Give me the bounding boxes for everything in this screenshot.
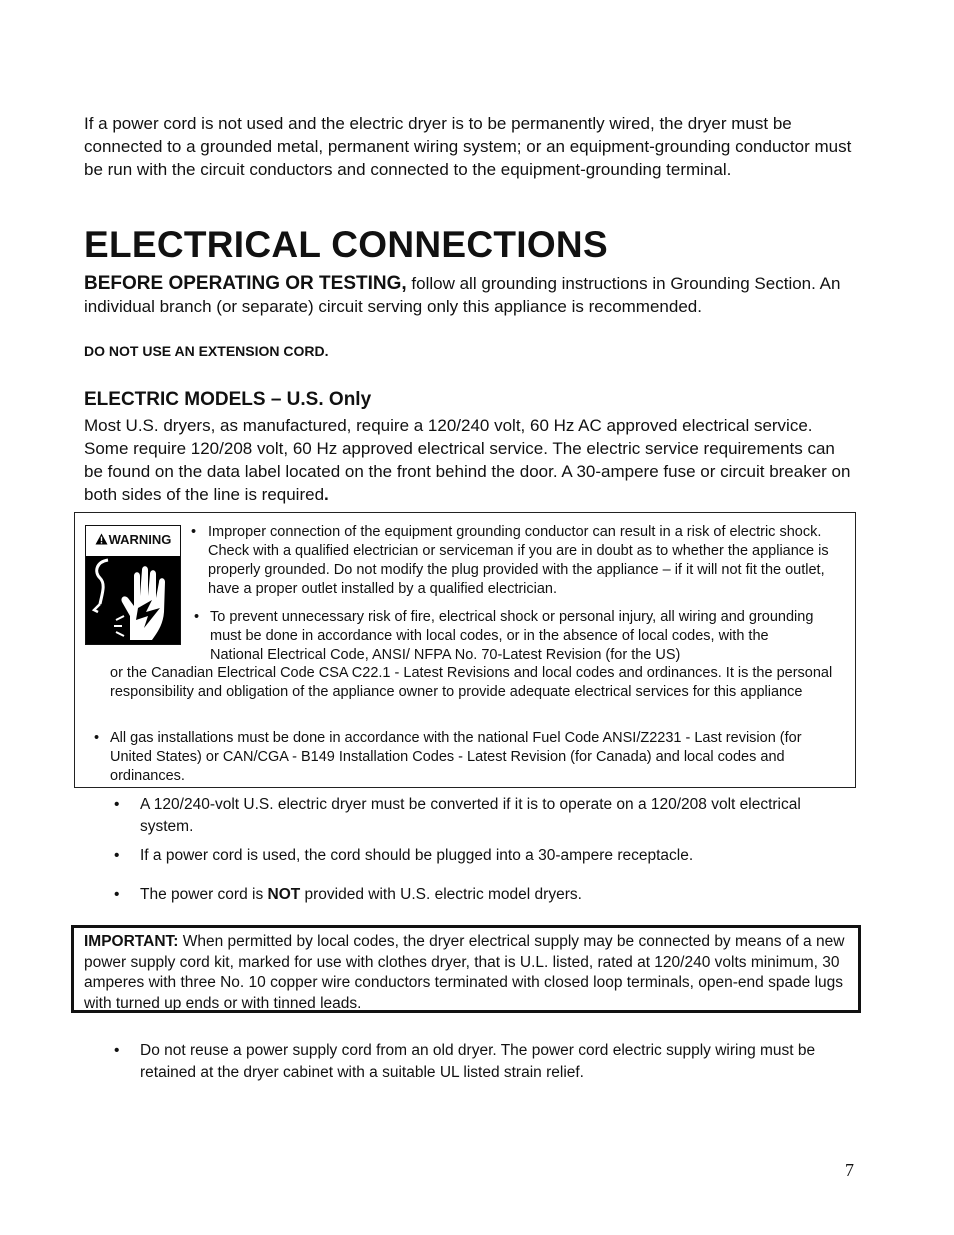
important-body: When permitted by local codes, the dryer electrical supply may be connected by means of a new power supply cord kit, marked for use with clothes dryer, that is U.L. listed, rated at 120/240 volts minimum, 30 amperes with three No. 10 copper wire conductors terminated with closed loop terminals, open-end spade lugs with turned up ends or with tinned leads.	[84, 933, 845, 1012]
bullet-converted-text: A 120/240-volt U.S. electric dryer must be converted if it is to operate on a 120/208 volt electrical system.	[140, 796, 801, 835]
warning-box	[74, 512, 856, 788]
before-operating-paragraph	[84, 272, 854, 318]
page-number: 7	[845, 1160, 854, 1180]
bullet-reuse-text: Do not reuse a power supply cord from an old dryer. The power cord electric supply wiring must be retained at the dryer cabinet with a suitable UL listed strain relief.	[140, 1042, 816, 1081]
electric-models-title: ELECTRIC MODELS – U.S. Only	[84, 389, 372, 410]
bullet-marker: •	[114, 886, 120, 903]
warning-item-3	[94, 729, 845, 786]
warning-triangle-icon	[95, 533, 108, 545]
bullet-not-provided-post: provided with U.S. electric model dryers.	[300, 886, 582, 903]
bullet-marker: •	[94, 730, 100, 746]
bullet-marker: •	[194, 609, 200, 625]
bullet-marker: •	[191, 524, 197, 540]
warning-item-3-text: All gas installations must be done in accordance with the national Fuel Code ANSI/Z2231 - Last revision (for United States) or CAN/CGA - B149 Installation Codes - Latest Revision (for Canada) and local codes and ordinances.	[110, 730, 802, 784]
intro-paragraph: If a power cord is not used and the electric dryer is to be permanently wired, the dryer must be connected to a grounded metal, permanent wiring system; or an equipment-grounding conductor must be run with the circuit conductors and connected to the equipment-grounding terminal.	[84, 114, 852, 179]
bullet-power-cord-receptacle	[114, 845, 840, 867]
warning-badge	[85, 525, 181, 645]
warning-item-1	[191, 523, 838, 599]
bullet-do-not-reuse-cord	[114, 1040, 840, 1084]
bullet-marker: •	[114, 847, 120, 864]
warning-label	[86, 526, 180, 554]
electric-models-text: Most U.S. dryers, as manufactured, require a 120/240 volt, 60 Hz AC approved electrical service. Some require 120/208 volt, 60 Hz approved electrical service. The electric service requirements can be found on the data label located on the front behind the door. A 30-ampere fuse or circuit breaker on both sides of the line is required	[84, 416, 851, 504]
electric-shock-hand-icon	[86, 556, 180, 644]
warning-item-2a-text: To prevent unnecessary risk of fire, electrical shock or personal injury, all wiring and grounding must be done in accordance with local codes, or in the absence of local codes, with the National Electrical Code, ANSI/ NFPA No. 70-Latest Revision (for the US)	[210, 609, 814, 663]
before-operating-lead: BEFORE OPERATING OR TESTING,	[84, 273, 407, 294]
bullet-marker: •	[114, 1042, 120, 1059]
important-notice-box	[71, 925, 861, 1013]
electric-models-end: .	[324, 485, 329, 504]
electric-models-paragraph	[84, 414, 854, 506]
no-extension-cord-notice: DO NOT USE AN EXTENSION CORD.	[84, 343, 329, 359]
warning-item-1-text: Improper connection of the equipment grounding conductor can result in a risk of electric shock. Check with a qualified electrician or serviceman if you are in doubt as to whether the appliance is properly grounded. Do not modify the plug provided with the appliance – if it will not fit the outlet, have a proper outlet installed by a qualified electrician.	[208, 524, 829, 597]
warning-item-2b	[110, 664, 835, 702]
bullet-receptacle-text: If a power cord is used, the cord should be plugged into a 30-ampere receptacle.	[140, 847, 694, 864]
warning-label-text: WARNING	[108, 532, 172, 547]
bullet-marker: •	[114, 796, 120, 813]
warning-item-2a	[194, 608, 820, 665]
important-label: IMPORTANT:	[84, 933, 179, 950]
warning-item-2b-text: or the Canadian Electrical Code CSA C22.1 - Latest Revisions and local codes and ordinances. It is the personal responsibility and obligation of the appliance owner to provide adequate electrical services for this appliance	[110, 665, 833, 700]
section-title: ELECTRICAL CONNECTIONS	[84, 224, 608, 265]
bullet-cord-not-provided	[114, 884, 840, 906]
bullet-converted-system	[114, 794, 840, 838]
bullet-not-provided-pre: The power cord is	[140, 886, 268, 903]
bullet-not-provided-bold: NOT	[267, 886, 301, 903]
before-operating-text: follow all grounding instructions in Grounding Section. An individual branch (or separate) circuit serving only this appliance is recommended.	[84, 274, 841, 316]
important-notice-text	[84, 932, 848, 1014]
